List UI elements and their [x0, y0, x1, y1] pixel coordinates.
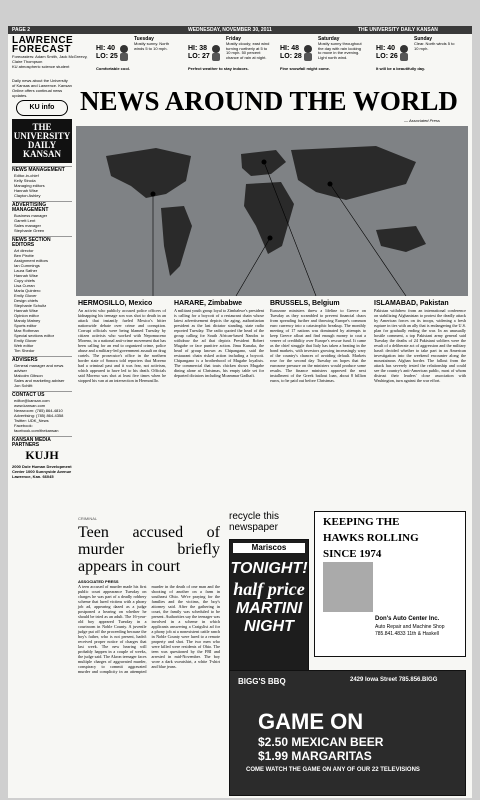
staff-line: Hannah Wise	[14, 308, 39, 313]
day-name: Tuesday	[134, 36, 154, 42]
ad-line: $2.50 MEXICAN BEER	[258, 735, 384, 749]
staff-line: Hannah Wise	[14, 273, 39, 278]
high-temp: HI: 48	[280, 45, 300, 52]
kuinfo-logo: KU info	[16, 100, 68, 116]
ad-subtitle: Auto Repair and Machine Shop	[375, 624, 445, 630]
world-brief	[78, 300, 166, 383]
ad-logo: BIGG'S BBQ	[238, 677, 286, 686]
staff-line: Web editor	[14, 343, 34, 348]
low-temp: LO: 26	[376, 53, 398, 60]
staff-line: Sales manager	[14, 223, 41, 228]
temps	[96, 45, 118, 61]
contact-line: Facebook: facebook.com/thekansan	[14, 423, 59, 433]
ad-business-name: Don's Auto Center Inc.	[375, 616, 440, 622]
day-name: Saturday	[318, 36, 340, 42]
low-temp: LO: 27	[188, 53, 210, 60]
ad-address: 2429 Iowa Street 785.856.BIGG	[350, 677, 438, 683]
story-kicker: CRIMINAL	[78, 516, 98, 521]
dateline: HERMOSILLO, Mexico	[78, 300, 153, 307]
contact-line: Advertising: (785) 864-4358	[14, 413, 64, 418]
temps	[376, 45, 398, 61]
high-temp: HI: 40	[96, 45, 116, 52]
contact-line: editor@kansan.com	[14, 398, 50, 403]
low-temp: LO: 25	[96, 53, 118, 60]
ad-phone: 785.841.4833 11th & Haskell	[375, 631, 439, 637]
media-partners-heading: KANSAN MEDIA PARTNERS	[12, 436, 72, 448]
contact-line: Twitter: UDK_News	[14, 418, 49, 423]
contact-list	[12, 398, 72, 433]
ad-line: HAWKS ROLLING	[323, 532, 419, 544]
temps	[280, 45, 302, 61]
day-name: Friday	[226, 36, 242, 42]
day-desc: Mostly sunny throughout the day with rain looking to move in the evening. Light north wind.	[318, 41, 362, 60]
ad-headline: GAME ON	[258, 709, 364, 734]
forecast-credit: Forecasters: Adam Smith, Jack McGreevy, Claire Thompson	[12, 54, 88, 64]
dateline: BRUSSELS, Belgium	[270, 300, 340, 307]
mascot-icon	[396, 44, 412, 62]
forecast-day	[96, 36, 180, 76]
staff-line: Garrett Lent	[14, 218, 36, 223]
world-map-art	[76, 126, 468, 296]
staff-line: Sales and marketing adviser	[14, 378, 65, 383]
story-text: A teen accused of murder made his first public court appearance Tuesday on charges he was part of a deadly robbery scheme that lured victims with a phony job ad, appearing dazed as a judge postponed a hearing on whether he should be tried as an adult. The 16-year-old boy appeared Tuesday in a courtroom in Noble County. A juvenile judge put off the proceeding because the boy's father, who is not present, hadn't received proper notice of charges that last week. The new hearing will probably happen in a couple of weeks, the judge said. The Akron teenager faces multiple charges of aggravated murder, conspiracy to commit aggravated murder and complicity in an attempted murder in the death of one man and the shooting of another on a farm in southeast Ohio. We're praying for the families and the victims, the boy's attorney said. After the gathering in court, the family was scheduled to be present. Authorities say the teenager was involved in a scheme in which applicants answering a Craigslist ad for a phony job at a nonexistent cattle ranch in Noble County were lured to a remote property and shot. The two men who were killed were residents of Ohio. The teen was questioned by the FBI and arrested in mid-November. The boy wore a dark sweatshirt, a white T-shirt and blue jeans.	[78, 584, 220, 674]
staff-line: Copy chiefs	[14, 278, 35, 283]
staff-line: Emily Glover	[14, 338, 37, 343]
staff-section-heading: ADVISERS	[12, 356, 72, 363]
forecast-day	[188, 36, 272, 76]
staff-line: Mandy Matney	[14, 318, 41, 323]
left-sidebar	[12, 78, 72, 796]
contact-line: www.kansan.com	[14, 403, 46, 408]
address: 2000 Dole Human Development Center 1000 Sunnyside Avenue Lawrence, Kan. 66045	[12, 464, 72, 479]
brief-text: An activist who publicly accused police officers of kidnapping his teenage son was shot to death in an attack that instantly fueled Mexico's bitter nationwide debate over crime and corruption. Corrupt officials were being blamed Tuesday by citizen activists who worked with Nepomuceno Moreno, in a national anti-crime movement that has been calling for an end to organized crime, police abuse and a military-led government assault on drug cartels. The prosecutor's office in the northern border state of Sonora told reporters that Moreno had a criminal past and it was fear, not activism, which appeared to have led to his death. Officials said Moreno was shot at least five times when he stopped his van at an intersection in Hermosillo.	[78, 308, 166, 383]
source-credit: — Associated Press	[404, 118, 440, 123]
brief-text: Eurozone ministers threw a lifeline to Greece on Tuesday as they scrambled to prevent financial chaos from spreading further and throwing Europe's common euro currency into a catastrophic breakup. The monthly meeting of 17 nations was dominated by attempts to keep Greece afloat and find enough money to coat a veneer of credibility over Europe's rescue fund. It came as the chief struggle that Italy has taken a beating in the bond markets, with investors growing increasingly wary of the country's chances of avoiding default. Markets rose for the second day Tuesday on hopes that the eurozone pressure on the ministers would produce some results. The finance ministers approved the next installment of the Greek bailout loan, about 8 billion euros, to be paid out before Christmas.	[270, 308, 366, 383]
high-temp: HI: 38	[188, 45, 208, 52]
staff-line: Art director	[14, 248, 34, 253]
day-desc: Mostly sunny. North winds 5 to 10 mph.	[134, 41, 170, 51]
staff-line: Opinion editor	[14, 313, 39, 318]
mariscos-logo: Mariscos	[233, 543, 305, 553]
top-bar	[8, 26, 472, 34]
staff-line: Kelly Stroda	[14, 178, 36, 183]
car-photo-icon	[323, 562, 373, 612]
paper-name: THE UNIVERSITY DAILY KANSAN	[358, 27, 438, 33]
day-name: Sunday	[414, 36, 433, 42]
newspaper-page	[8, 26, 472, 798]
staff-line: Stephanie Green	[14, 228, 45, 233]
world-brief	[270, 300, 366, 383]
mascot-icon	[116, 44, 132, 62]
dateline: HARARE, Zimbabwe	[174, 300, 243, 307]
staff-line: Stephanie Schultz	[14, 303, 47, 308]
staff-line: Max Rothman	[14, 328, 39, 333]
contact-line: Newsroom: (785) 864-4810	[14, 408, 63, 413]
staff-line: Ben Pirotte	[14, 253, 34, 258]
brief-text: A militant youth group loyal to Zimbabwe's president is calling for a boycott of a restaurant chain whose latest advertisement depicts the aging, authoritarian president as the last dictator standing, state radio reported Tuesday. The radio quoted the head of the group calling for South African-based Nandos to withdraw the ad that depicts President Robert Mugabe or face punitive action. Jimu Kunaka, the head of group known as Chipangano, said the restaurant chain risked action including a boycott. Chipangano is a brotherhood of Mugabe loyalists. The commercial that touts chicken shows Mugabe dining alone at Christmas, his empty table set for departed dictators including Moammar Gadhafi.	[174, 308, 264, 378]
story-byline: ASSOCIATED PRESS	[78, 579, 119, 584]
staff-line: Editor-in-chief	[14, 173, 39, 178]
staff-section-heading: NEWS SECTION EDITORS	[12, 236, 72, 248]
staff-line: Laura Sather	[14, 268, 38, 273]
forecast-title-line2: FORECAST	[12, 44, 71, 55]
world-brief	[374, 300, 466, 383]
staff-line: Clayton Ashley	[14, 193, 41, 198]
staff-line: Marla Quintero	[14, 288, 41, 293]
forecast-day	[376, 36, 460, 76]
day-footer: Fine snowfall might come.	[280, 66, 331, 71]
mascot-icon	[208, 44, 224, 62]
contact-heading: CONTACT US	[12, 391, 72, 398]
ad-line: half price	[233, 579, 305, 599]
dateline: ISLAMABAD, Pakistan	[374, 300, 449, 307]
staff-list	[12, 166, 72, 388]
forecast-title-line1: LAWRENCE	[12, 35, 74, 46]
recycle-ad: recycle this newspaper	[229, 511, 280, 533]
ad-line: KEEPING THE	[323, 516, 400, 528]
forecast-day	[280, 36, 364, 76]
biggs-bbq-ad	[229, 670, 466, 796]
staff-section-heading: ADVERTISING MANAGEMENT	[12, 201, 72, 213]
ad-line: NIGHT	[244, 618, 294, 635]
staff-line: Emily Glover	[14, 293, 37, 298]
court-story	[78, 516, 220, 796]
story-headline: Teen accused of murder briefly appears in court	[78, 524, 220, 575]
ad-line: COME WATCH THE GAME ON ANY OF OUR 22 TELEVISIONS	[246, 767, 420, 773]
staff-line: Managing editors	[14, 183, 45, 188]
day-footer: Perfect weather to stay indoors.	[188, 66, 249, 71]
masthead-logo: THE UNIVERSITY DAILY KANSAN	[12, 119, 72, 163]
staff-line: Business manager	[14, 213, 48, 218]
ad-line: $1.99 MARGARITAS	[258, 749, 372, 763]
staff-line: Malcolm Gibson	[14, 373, 43, 378]
staff-line: Special sections editor	[14, 333, 55, 338]
staff-line: Jon Schlitt	[14, 383, 33, 388]
day-footer: It will be a beautifully day.	[376, 66, 426, 71]
ad-line: MARTINI	[235, 600, 303, 617]
mascot-icon	[300, 44, 316, 62]
staff-line: Tim Shedor	[14, 348, 35, 353]
staff-section-heading: NEWS MANAGEMENT	[12, 166, 72, 173]
staff-line: Lisa Curran	[14, 283, 35, 288]
page-number: PAGE 2	[12, 27, 30, 33]
page-headline: NEWS AROUND THE WORLD	[80, 86, 458, 116]
ad-line: SINCE 1974	[323, 548, 382, 560]
forecast-credit-2: KU atmospheric science student	[12, 64, 70, 69]
ad-line: TONIGHT!	[230, 560, 308, 577]
temps	[188, 45, 210, 61]
kujh-logo: KUJH	[25, 448, 59, 462]
staff-line: General manager and news adviser	[14, 363, 64, 373]
staff-line: Assignment editors	[14, 258, 49, 263]
brief-text: Pakistan withdrew from an international conference on stabilizing Afghanistan to protest the deadly attack by American forces on its troops, widening a fresh rupture in ties with an ally that is endangering the U.S. plan for gradually ending the war. In an unusually hostile comment, a top Pakistani army general said Tuesday the deaths of 24 Pakistani soldiers were the result of a deliberate act of aggression and the military hasn't decided whether to take part in an American investigation into the weekend encounter along the mountainous Afghan border. The fallout from the attack has severely tested the relationship and could see the country's anti-American public, most of whom distrust their leaders' close association with Washington, turn against the war effort.	[374, 308, 466, 383]
staff-line: Ian Cummings	[14, 263, 40, 268]
staff-line: Design chiefs	[14, 298, 39, 303]
forecast-title	[12, 36, 92, 69]
staff-line: Sports editor	[14, 323, 37, 328]
issue-date: WEDNESDAY, NOVEMBER 30, 2011	[188, 27, 272, 33]
sidebar-blurb: Daily news about the University of Kansas and Lawrence. Kansan Online offers continual news updates.	[12, 78, 72, 98]
world-brief	[174, 300, 264, 378]
high-temp: HI: 40	[376, 45, 396, 52]
dons-auto-ad	[314, 511, 466, 657]
day-desc: Mostly cloudy; east wind turning northerly at 5 to 10 mph. 50 percent chance of rain at night.	[226, 41, 270, 60]
staff-line: Hannah Wise	[14, 188, 39, 193]
day-desc: Clear. North winds 5 to 10 mph.	[414, 41, 455, 51]
low-temp: LO: 28	[280, 53, 302, 60]
day-footer: Comfortable cool.	[96, 66, 131, 71]
